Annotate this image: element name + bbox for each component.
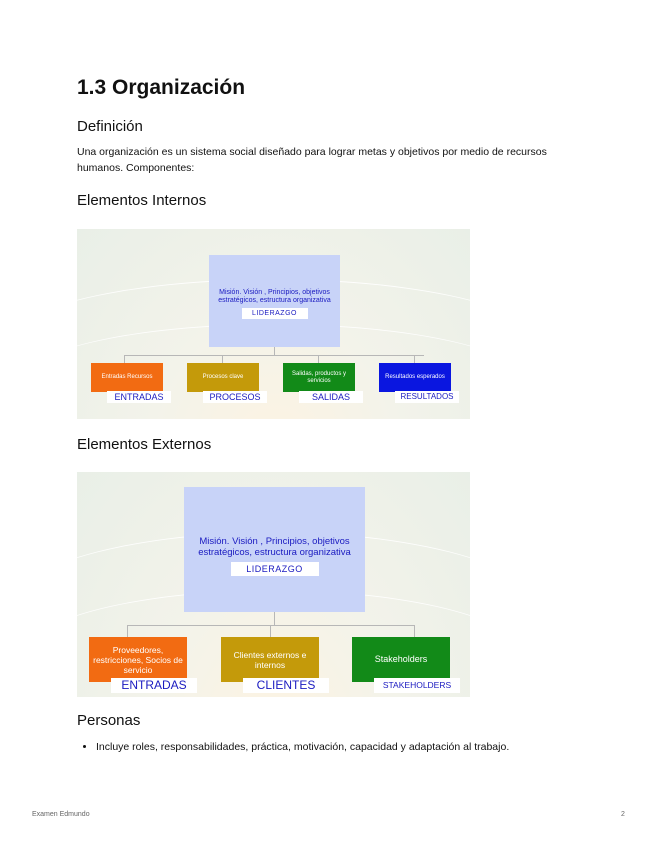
proveedores-box (89, 637, 187, 682)
connector-horizontal (124, 355, 424, 356)
list-item: • Incluye roles, responsabilidades, práctica, motivación, capacidad y adaptación al trabajo. (96, 740, 616, 754)
connector-drop-ext-2 (270, 625, 271, 637)
proveedores-box-text: Proveedores, restricciones, Socios de servicio (93, 644, 183, 675)
resultados-box-text: Resultados esperados (385, 374, 445, 380)
connector-vertical (274, 347, 275, 355)
connector-drop-4 (414, 355, 415, 363)
connector-drop-ext-1 (127, 625, 128, 637)
personas-heading: Personas (77, 712, 141, 729)
connector-vertical-external (274, 612, 275, 625)
connector-drop-1 (124, 355, 125, 363)
page-title: 1.3 Organización (77, 76, 246, 99)
connector-drop-2 (222, 355, 223, 363)
clientes-box-text: Clientes externos e internos (233, 649, 307, 670)
clientes-box (221, 637, 319, 682)
leadership-box-external-text: Misión. Visión , Principios, objetivos estratégicos, estructura organizativa (198, 536, 351, 558)
entradas-box (91, 363, 163, 392)
leadership-box (209, 255, 340, 347)
stakeholders-label: STAKEHOLDERS (374, 678, 460, 693)
resultados-box (379, 363, 451, 392)
stakeholders-box (352, 637, 450, 682)
procesos-label: PROCESOS (203, 391, 267, 403)
page-number: 2 (621, 811, 625, 818)
leadership-label: LIDERAZGO (242, 308, 308, 319)
external-elements-diagram (77, 472, 470, 697)
leadership-box-text: Misión. Visión , Principios, objetivos estratégicos, estructura organizativa (218, 289, 331, 304)
connector-drop-3 (318, 355, 319, 363)
clientes-label: CLIENTES (243, 678, 329, 693)
elementos-internos-heading: Elementos Internos (77, 192, 207, 209)
entradas-box-text: Entradas Recursos (101, 374, 153, 380)
salidas-box-text: Salidas, productos y servicios (291, 370, 347, 384)
connector-drop-ext-3 (414, 625, 415, 637)
salidas-box (283, 363, 355, 392)
leadership-box-external (184, 487, 365, 612)
resultados-label: RESULTADOS (395, 391, 459, 403)
entradas-label: ENTRADAS (107, 391, 171, 403)
definicion-text: Una organización es un sistema social diseñado para lograr metas y objetivos por medio de recursos humanos. Componentes: (77, 146, 547, 174)
stakeholders-box-text: Stakeholders (374, 654, 428, 664)
definicion-heading: Definición (77, 118, 143, 135)
elementos-externos-heading: Elementos Externos (77, 436, 212, 453)
procesos-box-text: Procesos clave (202, 374, 244, 380)
entradas-external-label: ENTRADAS (111, 678, 197, 693)
leadership-external-label: LIDERAZGO (231, 562, 319, 576)
salidas-label: SALIDAS (299, 391, 363, 403)
internal-elements-diagram (77, 229, 470, 419)
footer-author: Examen Edmundo (32, 811, 90, 818)
personas-list (77, 740, 616, 754)
procesos-box (187, 363, 259, 392)
